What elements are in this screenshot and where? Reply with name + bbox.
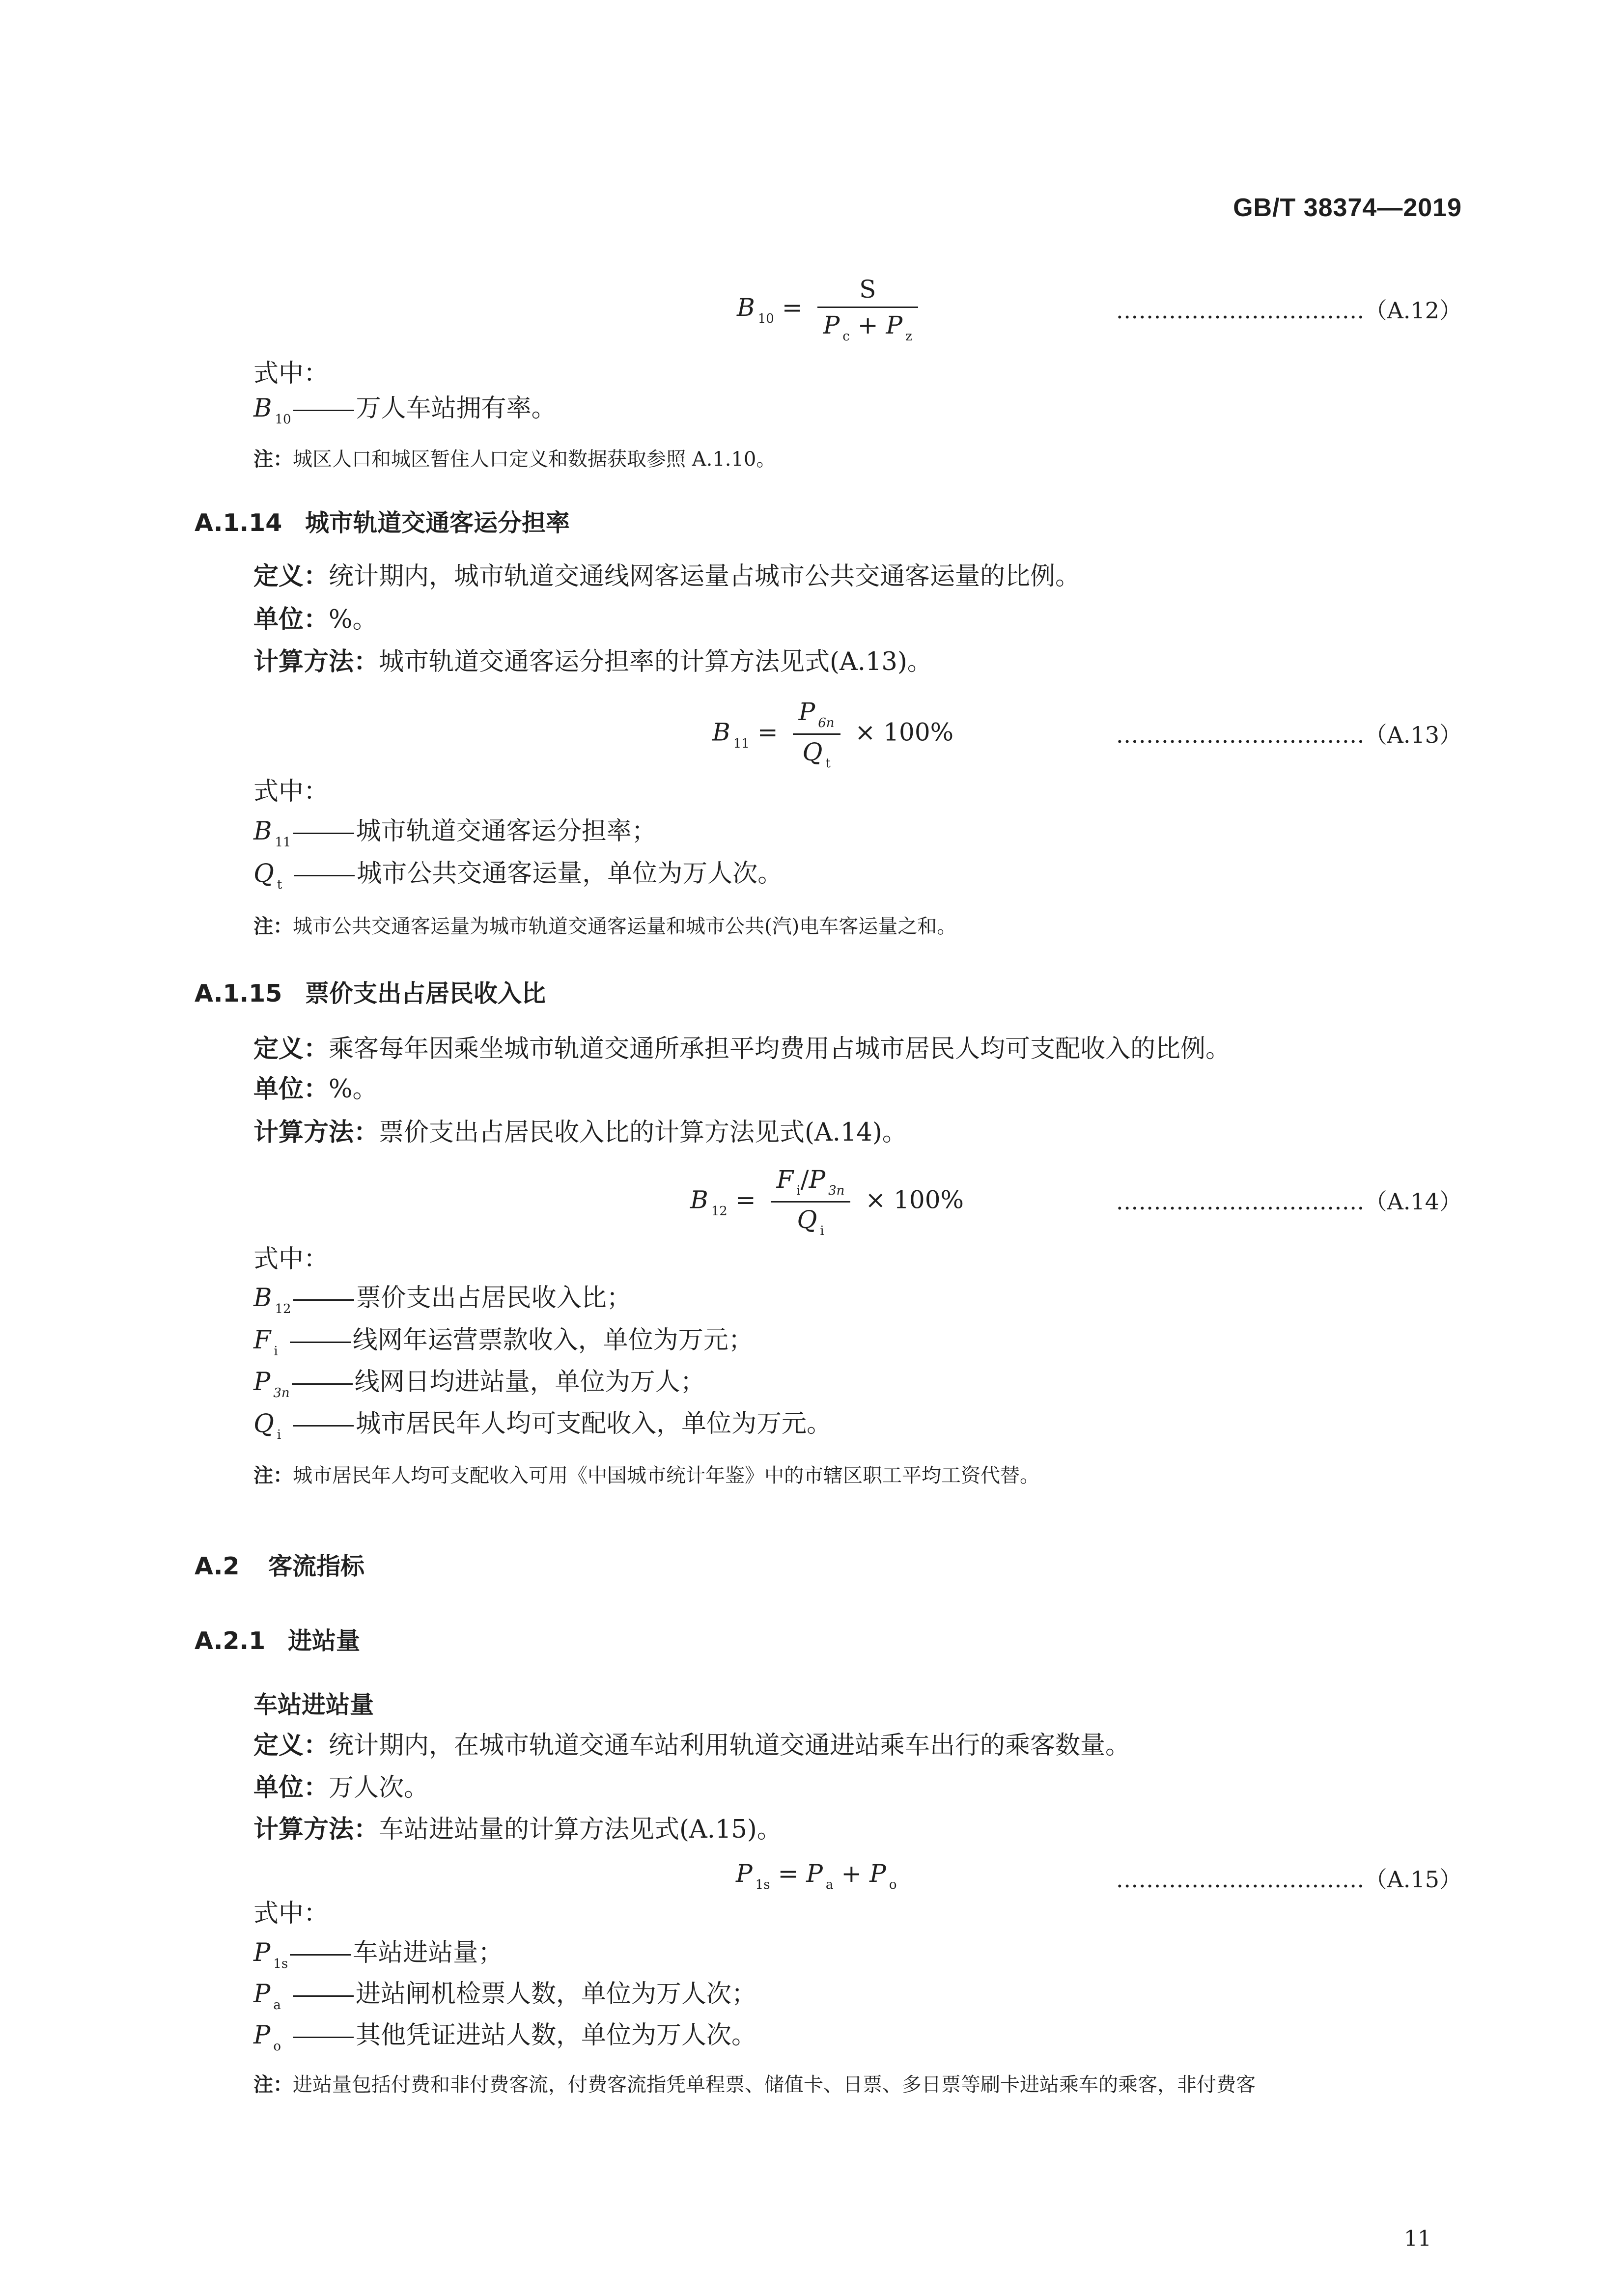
equation-a14-number: ……………………………（A.14） — [1116, 1188, 1462, 1215]
note-a114: 注：城市公共交通客运量为城市轨道交通客运量和城市公共(汽)电车客运量之和。 — [253, 915, 957, 938]
where-item-p1s: P $_{1s}$ 车站进站量； — [253, 1938, 504, 1971]
note-a115: 注：城市居民年人均可支配收入可用《中国城市统计年鉴》中的市辖区职工平均工资代替。 — [253, 1464, 1039, 1487]
where-a14: 式中： — [253, 1245, 329, 1274]
unit-a21: 单位：万人次。 — [253, 1773, 429, 1802]
section-heading-a21: A.2.1 进站量 — [195, 1627, 361, 1655]
equation-a12-number: ……………………………（A.12） — [1116, 297, 1462, 324]
where-a13: 式中： — [253, 777, 329, 806]
equation-a12: B $_{10}$ = $\frac{S}{P _c + P _z}$ — [737, 275, 925, 344]
equation-a15-number: ……………………………（A.15） — [1116, 1866, 1462, 1893]
equation-a15: P $_{1s}$ = P $_a$ + P $_o$ — [736, 1859, 897, 1892]
unit-a114: 单位：%。 — [253, 605, 378, 634]
equation-a13: B $_{11}$ = $\frac{P _{6n}}{Q _t}$ × 100% — [712, 698, 954, 771]
where-item-pa: P $_a$ 进站闸机检票人数，单位为万人次； — [253, 1980, 756, 2013]
where-item-b11: B $_{11}$ 城市轨道交通客运分担率； — [253, 817, 657, 850]
subheading-station-entry: 车站进站量 — [253, 1691, 374, 1719]
where-item-b12: B $_{12}$ 票价支出占居民收入比； — [253, 1284, 632, 1316]
where-a12: 式中： — [253, 359, 329, 388]
where-item-qt: Q $_t$ 城市公共交通客运量，单位为万人次。 — [253, 859, 783, 892]
definition-a114: 定义：统计期内，城市轨道交通线网客运量占城市公共交通客运量的比例。 — [253, 562, 1081, 591]
where-item-b10: B $_{10}$ 万人车站拥有率。 — [253, 394, 557, 427]
page-number: 11 — [1404, 2226, 1431, 2251]
definition-a21: 定义：统计期内，在城市轨道交通车站利用轨道交通进站乘车出行的乘客数量。 — [253, 1731, 1131, 1760]
equation-a14: B $_{12}$ = $\frac{F _i/P _{3n}}{Q _i}$ × 100% — [690, 1165, 964, 1238]
section-heading-a115: A.1.15 票价支出占居民收入比 — [195, 980, 546, 1008]
where-a15: 式中： — [253, 1899, 329, 1928]
where-item-qi: Q $_i$ 城市居民年人均可支配收入，单位为万元。 — [253, 1409, 832, 1442]
section-heading-a114: A.1.14 城市轨道交通客运分担率 — [195, 509, 570, 537]
calc-method-a115: 计算方法：票价支出占居民收入比的计算方法见式(A.14)。 — [253, 1118, 907, 1147]
definition-a115: 定义：乘客每年因乘坐城市轨道交通所承担平均费用占城市居民人均可支配收入的比例。 — [253, 1035, 1231, 1064]
calc-method-a114: 计算方法：城市轨道交通客运分担率的计算方法见式(A.13)。 — [253, 647, 932, 676]
standard-number: GB/T 38374—2019 — [1233, 194, 1462, 222]
section-heading-a2: A.2 客流指标 — [195, 1552, 365, 1580]
where-item-po: P $_o$ 其他凭证进站人数，单位为万人次。 — [253, 2021, 756, 2054]
unit-a115: 单位：%。 — [253, 1075, 378, 1104]
calc-method-a21: 计算方法：车站进站量的计算方法见式(A.15)。 — [253, 1815, 782, 1844]
note-a21: 注：进站量包括付费和非付费客流，付费客流指凭单程票、储值卡、日票、多日票等刷卡进站乘车的乘客，非付费客 — [253, 2073, 1256, 2096]
equation-a13-number: ……………………………（A.13） — [1116, 722, 1462, 748]
where-item-p3n: P $_{3n}$ 线网日均进站量，单位为万人； — [253, 1368, 705, 1400]
where-item-fi: F $_i$ 线网年运营票款收入，单位为万元； — [253, 1326, 754, 1359]
note-a12: 注：城区人口和城区暂住人口定义和数据获取参照 A.1.10。 — [253, 448, 776, 471]
